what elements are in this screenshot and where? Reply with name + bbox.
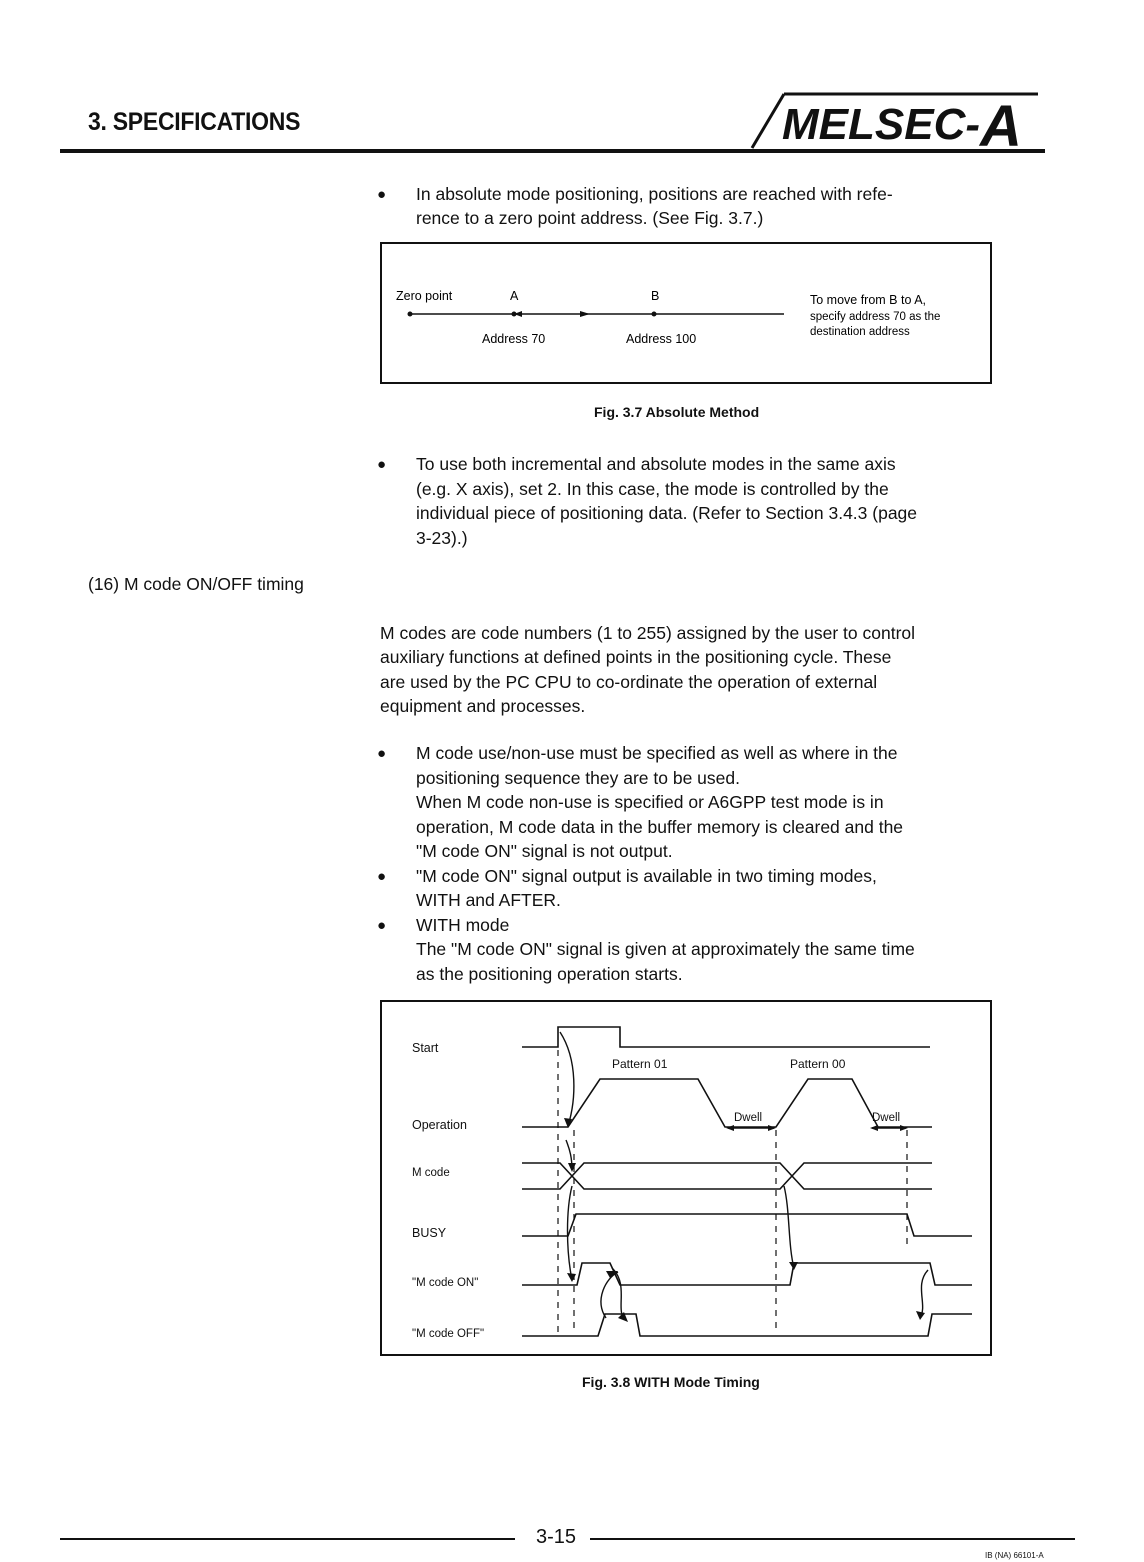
- mcode-on-label: "M code ON": [412, 1277, 479, 1289]
- mcode-off-label: "M code OFF": [412, 1328, 485, 1340]
- fig-3-7-caption: Fig. 3.7 Absolute Method: [594, 404, 760, 420]
- mcode-b1-line-5: "M code ON" signal is not output.: [416, 841, 673, 861]
- mcode-b1-line-2: positioning sequence they are to be used.: [416, 768, 740, 788]
- mcode-b2-line-1: "M code ON" signal output is available in two timing modes,: [416, 866, 877, 886]
- bullet-dot: ●: [377, 456, 387, 473]
- both-modes-line-1: To use both incremental and absolute modes in the same axis: [416, 454, 896, 474]
- fig-3-7-absolute-method: [380, 242, 992, 384]
- both-modes-line-4: 3-23).): [416, 528, 468, 548]
- point-b-label: B: [651, 289, 660, 303]
- document-code: IB (NA) 66101-A: [985, 1551, 1044, 1560]
- logo-text: MELSEC-: [782, 100, 980, 149]
- mcode-b3-line-2: The "M code ON" signal is given at approximately the same time: [416, 939, 915, 959]
- point-a-label: A: [510, 289, 519, 303]
- mcode-b3-line-3: as the positioning operation starts.: [416, 964, 683, 984]
- fig-3-8-caption: Fig. 3.8 WITH Mode Timing: [582, 1374, 760, 1390]
- footer-rule-left: [60, 1538, 515, 1540]
- address-a-label: Address 70: [482, 332, 546, 346]
- both-modes-line-3: individual piece of positioning data. (Refer to Section 3.4.3 (page: [416, 503, 918, 523]
- note-line-2: specify address 70 as the: [810, 311, 941, 323]
- logo-letter: A: [980, 94, 1022, 152]
- bullet-dot: ●: [377, 868, 387, 885]
- bullet-dot: ●: [377, 186, 387, 203]
- section-16-label: (16) M code ON/OFF timing: [88, 574, 304, 594]
- operation-label: Operation: [412, 1118, 467, 1132]
- dwell-2-label: Dwell: [872, 1112, 901, 1124]
- mcode-b1-line-1: M code use/non-use must be specified as well as where in the: [416, 743, 898, 763]
- page-number: 3-15: [536, 1526, 577, 1548]
- footer-rule-right: [590, 1538, 1075, 1540]
- intro-line-1: In absolute mode positioning, positions are reached with refe-: [416, 184, 893, 204]
- bullet-dot: ●: [377, 917, 387, 934]
- mcode-b1-line-3: When M code non-use is specified or A6GPP test mode is in: [416, 792, 884, 812]
- mcode-b1-line-4: operation, M code data in the buffer memory is cleared and the: [416, 817, 904, 837]
- note-line-3: destination address: [810, 326, 910, 338]
- section-16-para-2: auxiliary functions at defined points in the positioning cycle. These: [380, 647, 892, 667]
- intro-line-2: rence to a zero point address. (See Fig. 3.7.): [416, 208, 764, 228]
- both-modes-line-2: (e.g. X axis), set 2. In this case, the mode is controlled by the: [416, 479, 889, 499]
- section-16-para-4: equipment and processes.: [380, 696, 586, 716]
- section-16-para-3: are used by the PC CPU to co-ordinate the operation of external: [380, 672, 878, 692]
- note-line-1: To move from B to A,: [810, 293, 927, 307]
- section-title: 3. SPECIFICATIONS: [88, 108, 301, 136]
- start-label: Start: [412, 1041, 439, 1055]
- pattern-01-label: Pattern 01: [612, 1057, 668, 1071]
- section-16-para-1: M codes are code numbers (1 to 255) assigned by the user to control: [380, 623, 916, 643]
- pattern-00-label: Pattern 00: [790, 1057, 846, 1071]
- fig-3-8-timing-diagram: [380, 1000, 992, 1356]
- bullet-dot: ●: [377, 745, 387, 762]
- zero-point-label: Zero point: [396, 289, 453, 303]
- address-b-label: Address 100: [626, 332, 697, 346]
- dwell-1-label: Dwell: [734, 1112, 763, 1124]
- mcode-label: M code: [412, 1167, 450, 1179]
- mcode-b3-line-1: WITH mode: [416, 915, 510, 935]
- mcode-b2-line-2: WITH and AFTER.: [416, 890, 561, 910]
- melsec-logo: [742, 82, 1042, 152]
- busy-label: BUSY: [412, 1226, 447, 1240]
